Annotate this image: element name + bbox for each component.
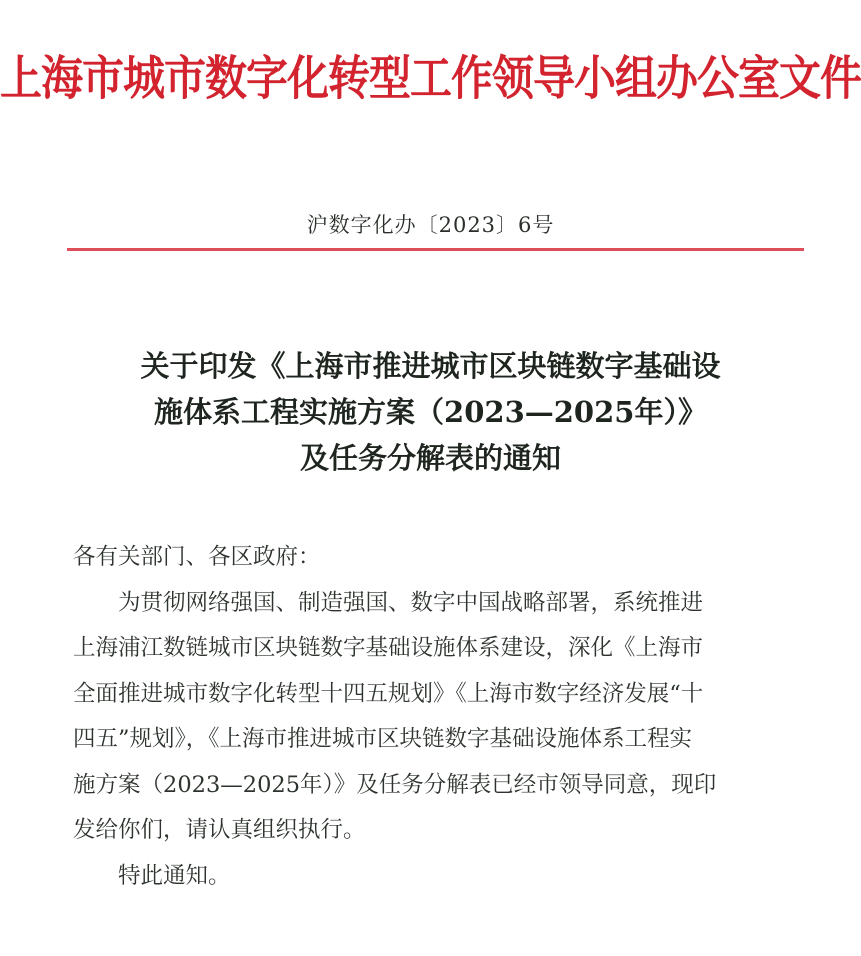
notice-title-line-3: 及任务分解表的通知 bbox=[299, 441, 561, 475]
salutation: 各有关部门、各区政府： bbox=[73, 544, 321, 570]
body-line-1: 为贯彻网络强国、制造强国、数字中国战略部署，系统推进 bbox=[118, 589, 704, 616]
notice-title-line-1: 关于印发《上海市推进城市区块链数字基础设 bbox=[140, 349, 721, 383]
document-number: 沪数字化办〔2023〕6号 bbox=[306, 213, 555, 237]
notice-title-line-2: 施体系工程实施方案（2023—2025年）》 bbox=[154, 395, 707, 429]
body-line-4: 四五”规划》，《上海市推进城市区块链数字基础设施体系工程实 bbox=[73, 726, 693, 752]
body-line-2: 上海浦江数链城市区块链数字基础设施体系建设，深化《上海市 bbox=[73, 635, 704, 661]
body-line-3: 全面推进城市数字化转型十四五规划》《上海市数字经济发展“十 bbox=[73, 680, 704, 707]
red-divider-rule bbox=[67, 248, 804, 251]
body-line-6: 发给你们，请认真组织执行。 bbox=[73, 817, 366, 843]
notice-body bbox=[73, 535, 803, 899]
issuer-header: 上海市城市数字化转型工作领导小组办公室文件 bbox=[0, 50, 861, 106]
closing: 特此通知。 bbox=[118, 862, 231, 889]
body-line-5: 施方案（2023—2025年）》及任务分解表已经市领导同意，现印 bbox=[73, 771, 717, 798]
notice-title bbox=[0, 343, 861, 481]
